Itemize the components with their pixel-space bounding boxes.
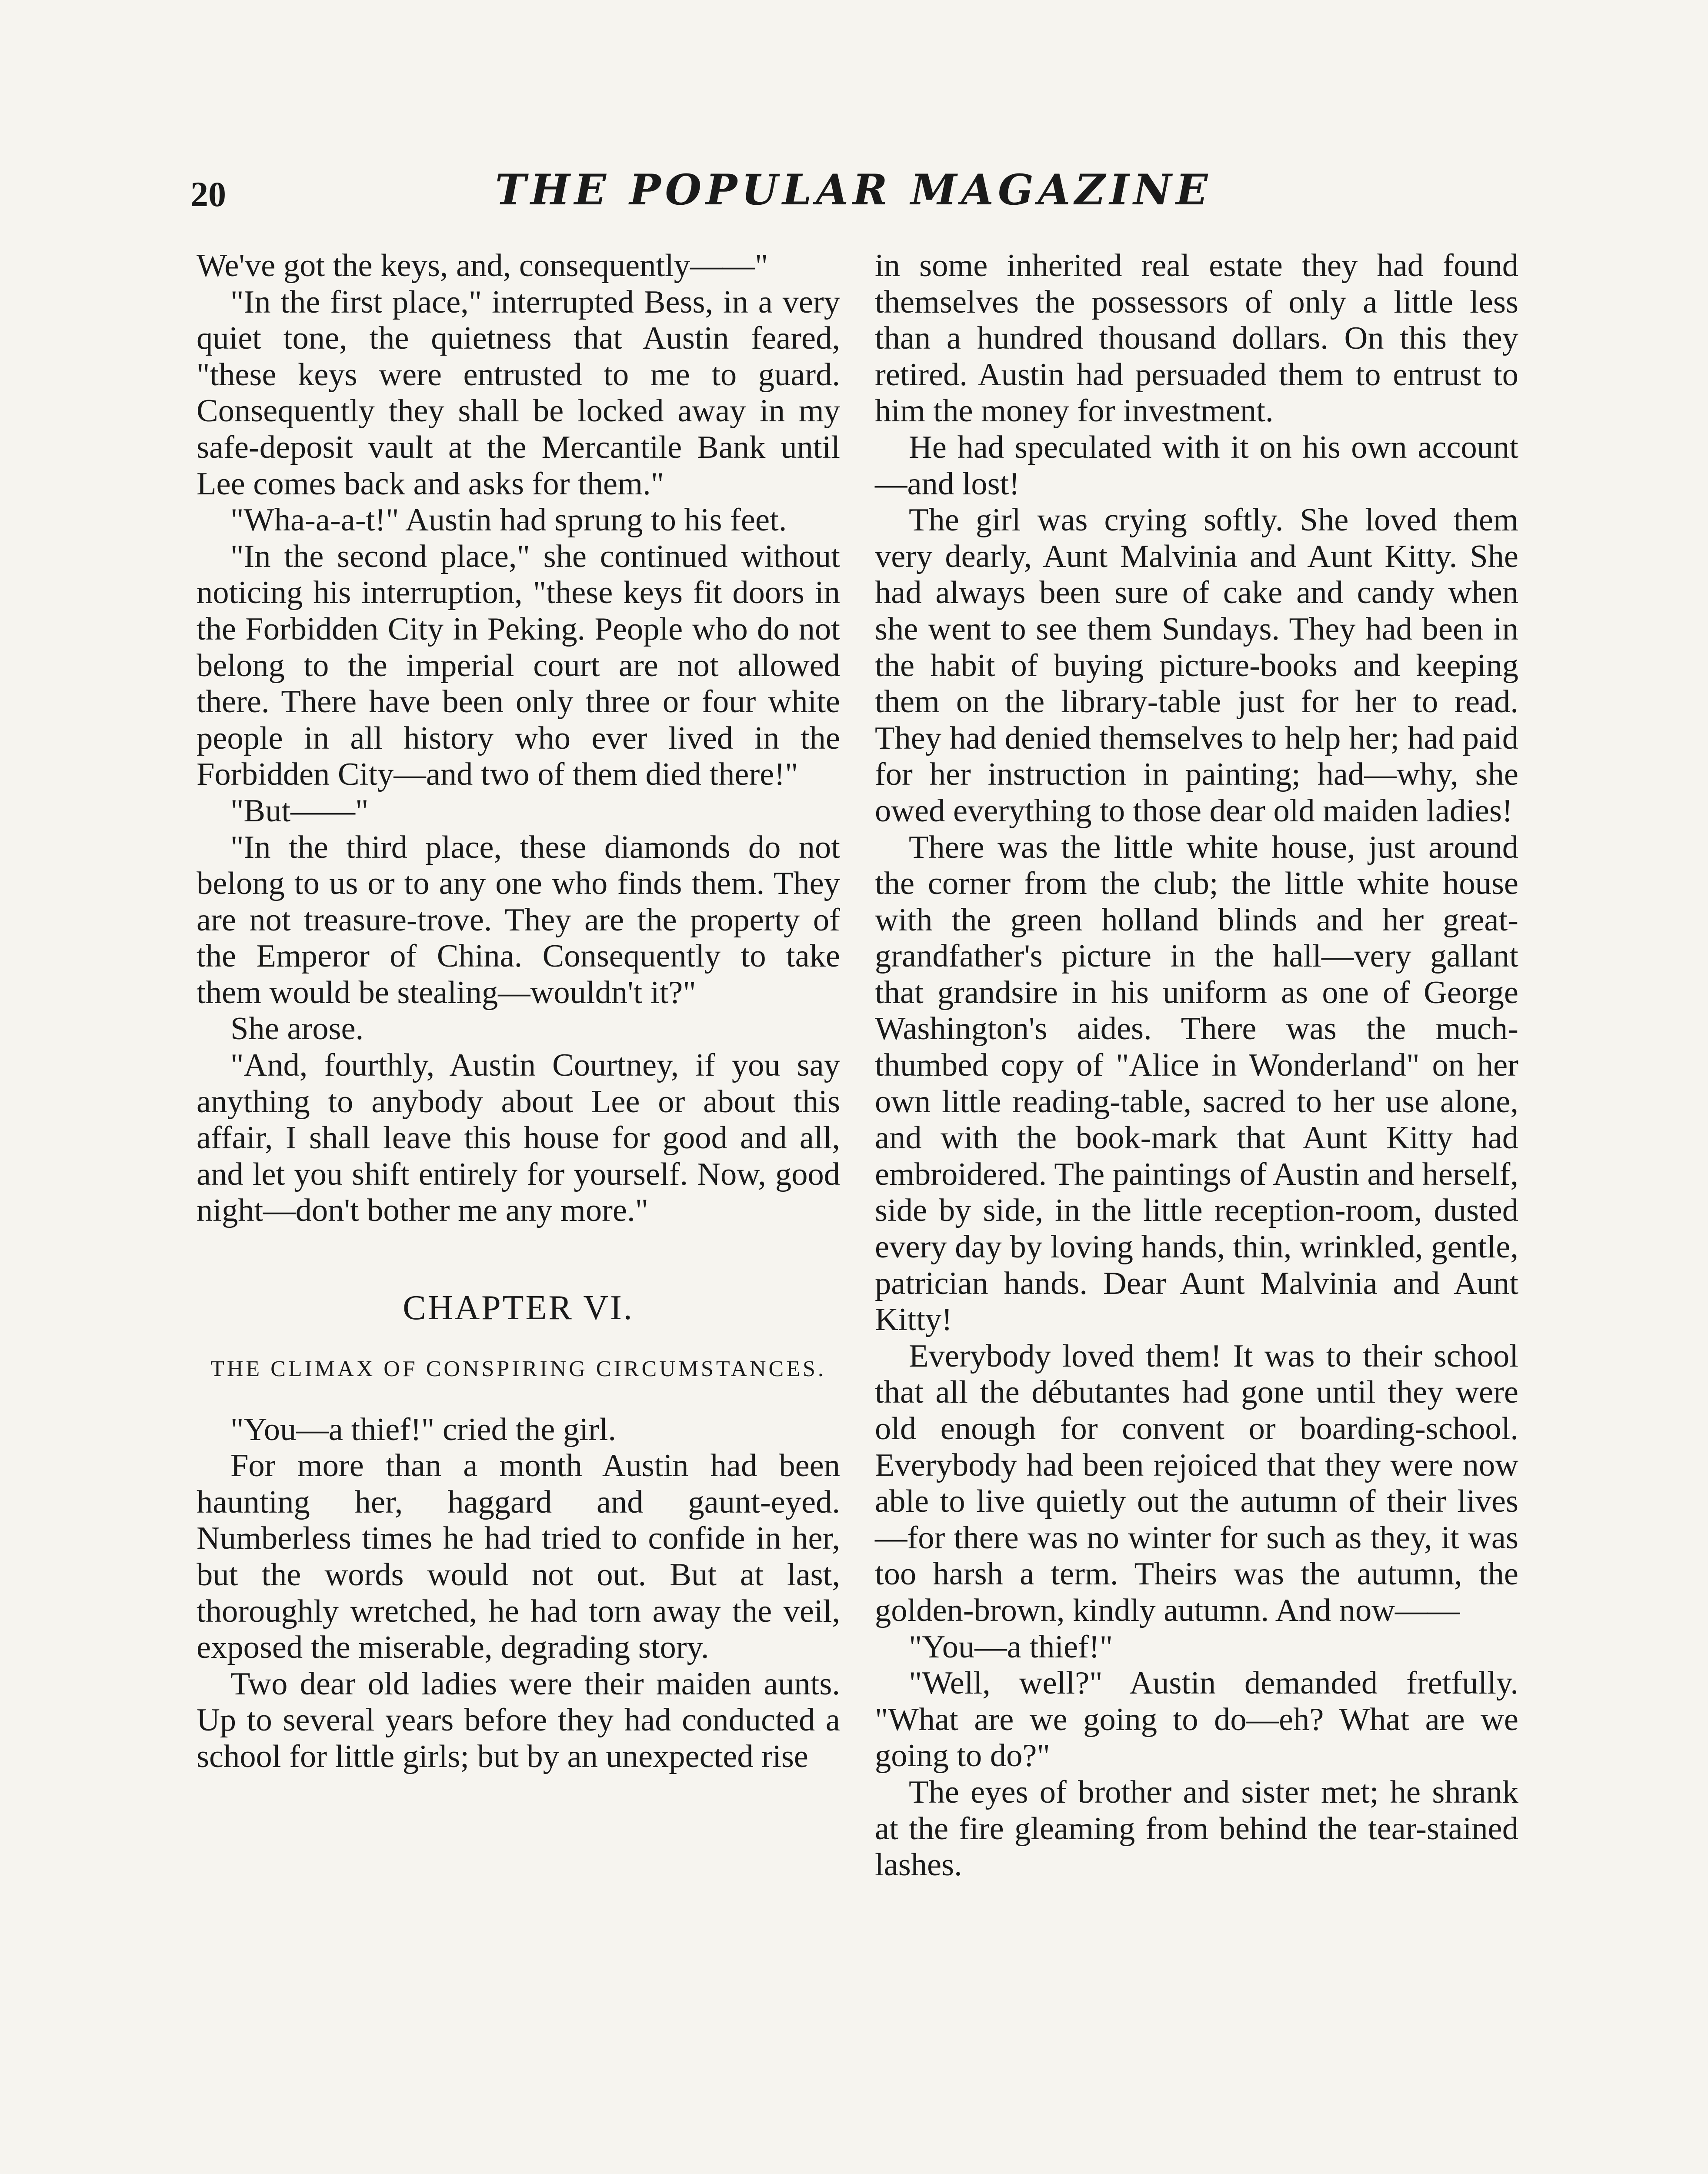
paragraph: "In the first place," interrupted Bess, in a very quiet tone, the quietness that Austin feared, "these keys were entrusted to me to guard. Consequently they shall be locked away in my safe-deposit vault at the Mercantile Bank until Lee comes back and asks for them." [197, 284, 840, 502]
paragraph: "Wha-a-a-t!" Austin had sprung to his feet. [230, 502, 787, 538]
paragraph: She arose. [230, 1011, 364, 1047]
left-column [197, 248, 840, 1775]
paragraph: Everybody loved them! It was to their school that all the débutantes had gone until they were old enough for convent or boarding-school. Everybody had been rejoiced that they were now able to live quietly out the autumn of their lives—for there was no winter for such as they, it was too harsh a term. Theirs was the autumn, the golden-brown, kindly autumn. And now—— [875, 1338, 1518, 1628]
chapter-subtitle: THE CLIMAX OF CONSPIRING CIRCUMSTANCES. [210, 1356, 826, 1381]
paragraph: Two dear old ladies were their maiden aunts. Up to several years before they had conducted a school for little girls; but by an unexpected rise [197, 1666, 840, 1774]
paragraph: "You—a thief!" cried the girl. [230, 1411, 617, 1447]
paragraph: The girl was crying softly. She loved them very dearly, Aunt Malvinia and Aunt Kitty. She had always been sure of cake and candy when she went to see them Sundays. They had been in the habit of buying picture-books and keeping them on the library-table just for her to read. They had denied themselves to help her; had paid for her instruction in painting; had—why, she owed everything to those dear old maiden ladies! [875, 502, 1518, 829]
page-number: 20 [190, 174, 226, 214]
chapter-heading: CHAPTER VI. [403, 1289, 634, 1327]
running-title: THE POPULAR MAGAZINE [495, 165, 1212, 214]
paragraph: "And, fourthly, Austin Courtney, if you say anything to anybody about Lee or about this affair, I shall leave this house for good and all, and let you shift entirely for yourself. Now, good night—don't bother me any more." [197, 1047, 840, 1229]
paragraph: He had speculated with it on his own account—and lost! [875, 429, 1518, 502]
paragraph: For more than a month Austin had been haunting her, haggard and gaunt-eyed. Numberless times he had tried to confide in her, but the words would not out. But at last, thoroughly wretched, he had torn away the veil, exposed the miserable, degrading story. [197, 1448, 840, 1666]
page-header [190, 165, 1517, 226]
right-column [875, 248, 1518, 1884]
paragraph: We've got the keys, and, consequently——" [197, 248, 768, 283]
paragraph: There was the little white house, just around the corner from the club; the little white house with the green holland blinds and her great-grandfather's picture in the hall—very gallant that grandsire in his uniform as one of George Washington's aides. There was the much-thumbed copy of "Alice in Wonderland" on her own little reading-table, sacred to her use alone, and with the book-mark that Aunt Kitty had embroidered. The paintings of Austin and herself, side by side, in the little reception-room, dusted every day by loving hands, thin, wrinkled, gentle, patrician hands. Dear Aunt Malvinia and Aunt Kitty! [875, 829, 1518, 1338]
paragraph: "You—a thief!" [909, 1629, 1113, 1665]
paragraph: The eyes of brother and sister met; he shrank at the fire gleaming from behind the tear-stained lashes. [875, 1774, 1518, 1883]
paragraph: "In the third place, these diamonds do not belong to us or to any one who finds them. They are not treasure-trove. They are the property of the Emperor of China. Consequently to take them would be stealing—wouldn't it?" [197, 829, 840, 1010]
paragraph: "In the second place," she continued without noticing his interruption, "these keys fit doors in the Forbidden City in Peking. People who do not belong to the imperial court are not allowed there. There have been only three or four white people in all history who ever lived in the Forbidden City—and two of them died there!" [197, 538, 840, 793]
paragraph: "Well, well?" Austin demanded fretfully. "What are we going to do—eh? What are we going to do?" [875, 1665, 1518, 1774]
paragraph: "But——" [230, 793, 369, 829]
paragraph: in some inherited real estate they had found themselves the possessors of only a little less than a hundred thousand dollars. On this they retired. Austin had persuaded them to entrust to him the money for investment. [875, 248, 1518, 429]
